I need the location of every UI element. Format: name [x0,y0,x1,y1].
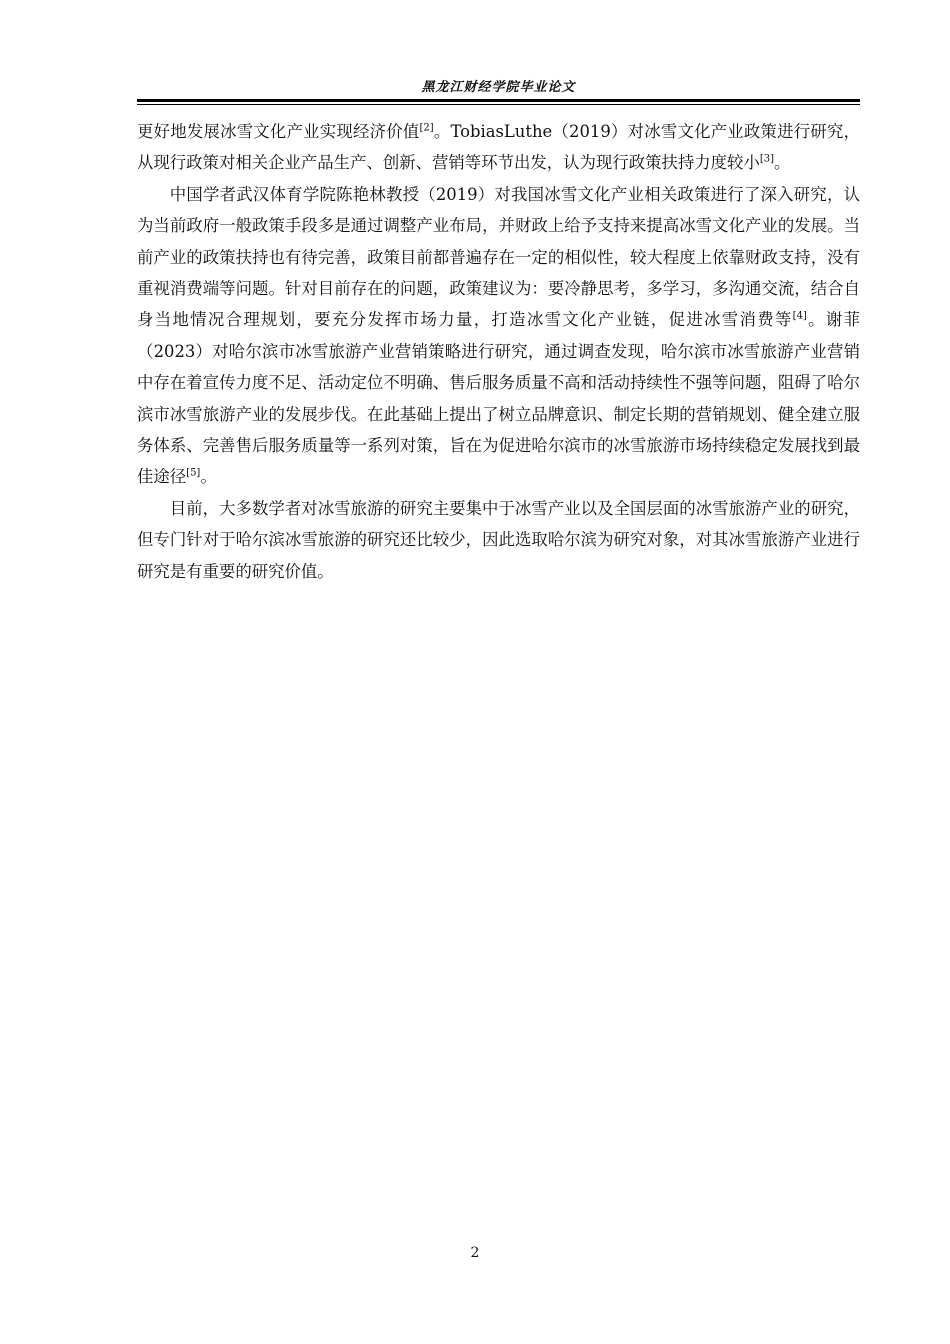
text-run: 中国学者武汉体育学院陈艳林教授（2019）对我国冰雪文化产业相关政策进行了深入研究，认为当前政府一般政策手段多是通过调整产业布局，并财政上给予支持来提高冰雪文化产业的发展。当前产业的政策扶持也有待完善，政策目前都普遍存在一定的相似性，较大程度上依靠财政支持，没有重视消费端等问题。针对目前存在的问题，政策建议为：要冷静思考，多学习，多沟通交流，结合自身当地情况合理规划，要充分发挥市场力量，打造冰雪文化产业链，促进冰雪消费等 [137,184,860,330]
text-run: 目前，大多数学者对冰雪旅游的研究主要集中于冰雪产业以及全国层面的冰雪旅游产业的研究，但专门针对于哈尔滨冰雪旅游的研究还比较少，因此选取哈尔滨为研究对象，对其冰雪旅游产业进行研究是有重要的研究价值。 [137,498,860,581]
running-header: 黑龙江财经学院毕业论文 [421,80,576,95]
header-rule-thin [137,104,860,105]
body-text [137,116,860,587]
citation-2: [2] [419,122,434,134]
text-run: 。TobiasLuthe（2019）对冰雪文化产业政策进行研究，从现行政策对相关企业产品生产、创新、营销等环节出发，认为现行政策扶持力度较小 [137,122,860,173]
citation-4: [4] [792,310,807,322]
text-run: 。谢菲（2023）对哈尔滨市冰雪旅游产业营销策略进行研究，通过调查发现，哈尔滨市冰雪旅游产业营销中存在着宣传力度不足、活动定位不明确、售后服务质量不高和活动持续性不强等问题，阻碍了哈尔滨市冰雪旅游产业的发展步伐。在此基础上提出了树立品牌意识、制定长期的营销规划、健全建立服务体系、完善售后服务质量等一系列对策，旨在为促进哈尔滨市的冰雪旅游市场持续稳定发展找到最佳途径 [137,310,861,487]
page-number: 2 [470,1245,480,1261]
paragraph-1 [137,116,860,179]
citation-3: [3] [759,153,775,165]
text-run: 更好地发展冰雪文化产业实现经济价值 [137,122,420,141]
text-run: 。 [774,153,791,173]
text-run: 。 [200,467,217,487]
paragraph-2 [137,179,860,493]
paragraph-3 [137,493,860,587]
citation-5: [5] [186,468,201,479]
header-rule-thick [137,99,860,102]
